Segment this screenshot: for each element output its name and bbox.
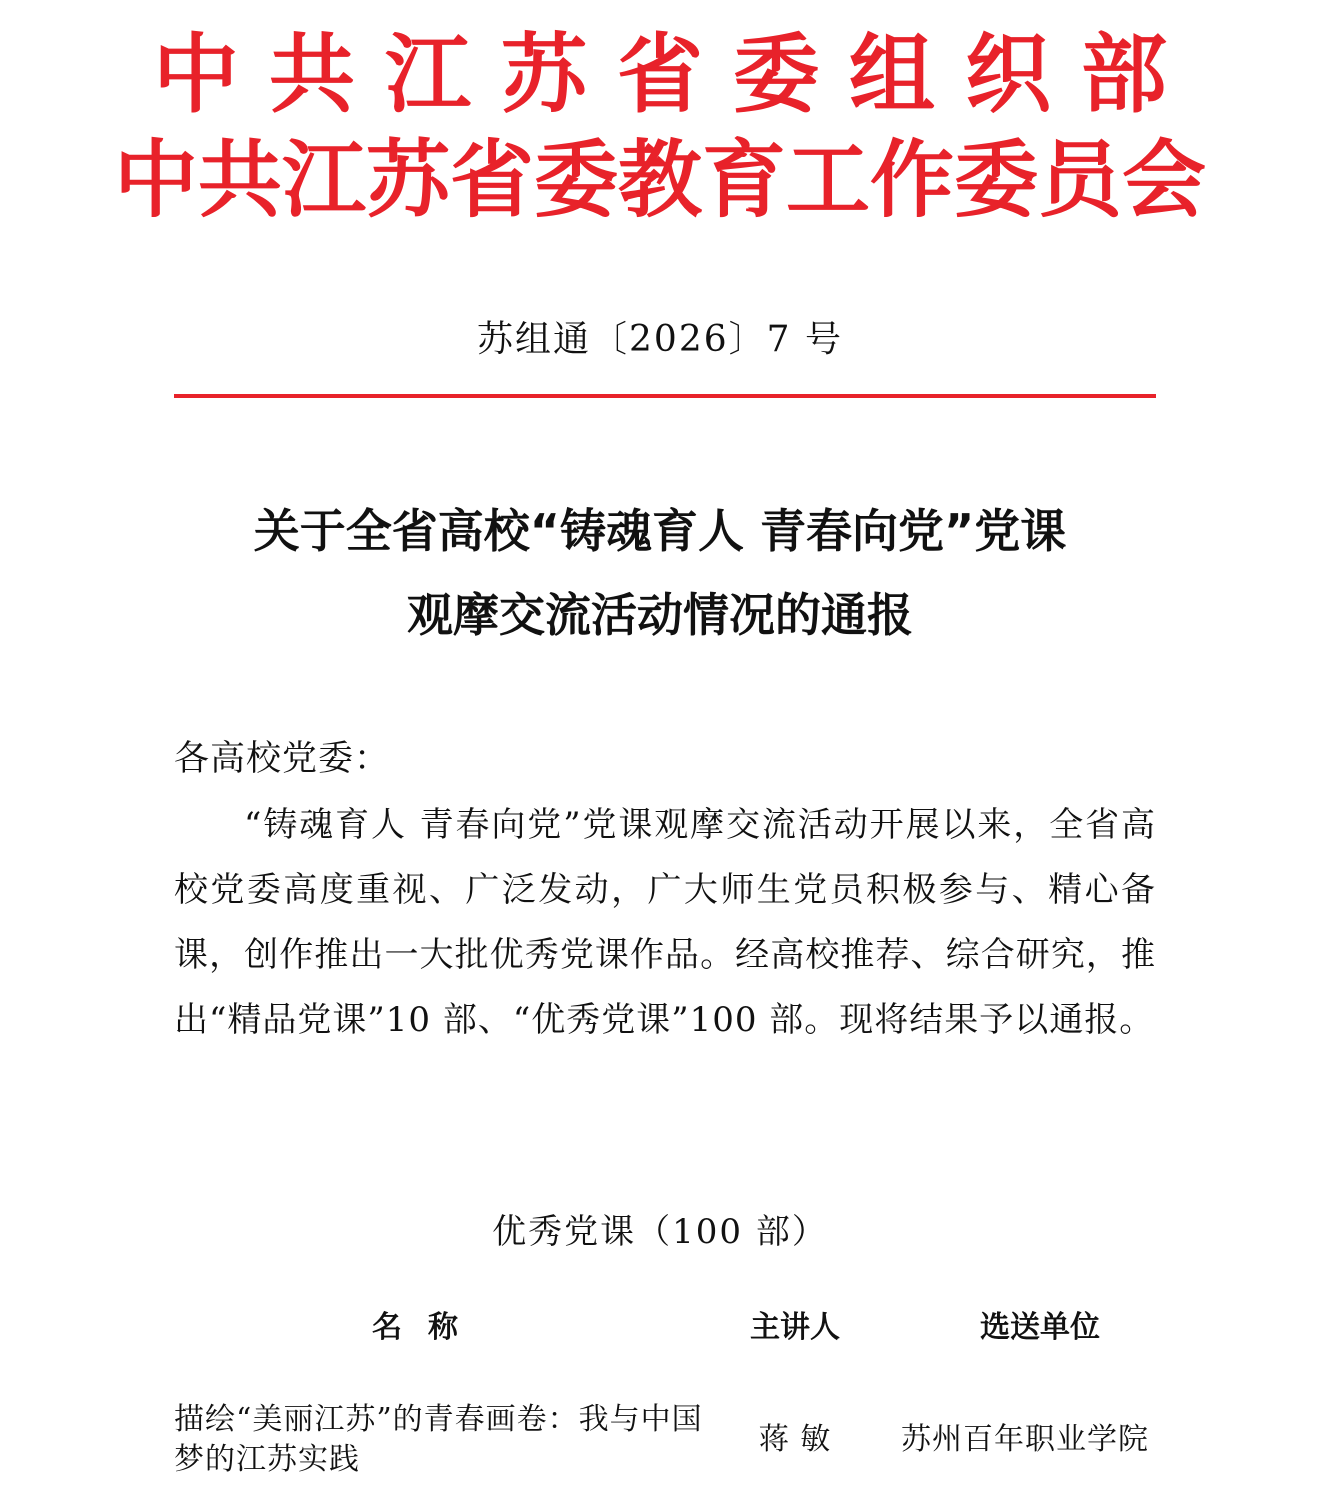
row-name-cell: 描绘“美丽江苏”的青春画卷：我与中国梦的江苏实践 bbox=[174, 1402, 703, 1477]
row-speaker-cell: 蒋 敏 bbox=[758, 1422, 832, 1457]
issuer-name-2: 中共江苏省委教育工作委员会 bbox=[113, 131, 1206, 229]
document-number: 苏组通〔2026〕7 号 bbox=[477, 319, 843, 360]
issuer-name-1: 中共江苏省委组织部 bbox=[153, 25, 1197, 125]
column-header-speaker: 主讲人 bbox=[750, 1310, 840, 1345]
column-header-name: 名称 bbox=[372, 1310, 484, 1345]
document-title-line-1: 关于全省高校“铸魂育人 青春向党”党课 bbox=[253, 504, 1067, 558]
body-paragraph: “铸魂育人 青春向党”党课观摩交流活动开展以来，全省高校党委高度重视、广泛发动，广大师生党员积极参与、精心备课，创作推出一大批优秀党课作品。经高校推荐、综合研究，推出“精品党课”10 部、“优秀党课”100 部。现将结果予以通报。 bbox=[174, 805, 1156, 1040]
salutation: 各高校党委： bbox=[174, 739, 391, 779]
red-divider bbox=[174, 394, 1156, 398]
column-header-unit: 选送单位 bbox=[980, 1310, 1100, 1345]
document-title-line-2: 观摩交流活动情况的通报 bbox=[407, 588, 913, 642]
section-heading: 优秀党课（100 部） bbox=[492, 1212, 828, 1252]
row-unit-cell: 苏州百年职业学院 bbox=[901, 1422, 1149, 1457]
